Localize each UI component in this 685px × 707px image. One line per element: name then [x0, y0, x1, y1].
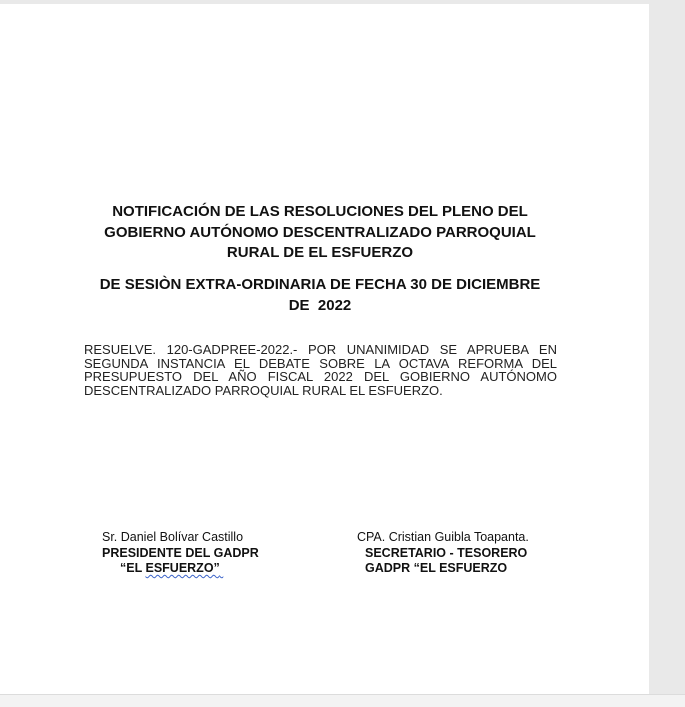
signer-organization: GADPR “EL ESFUERZO	[365, 561, 508, 575]
title-line: GOBIERNO AUTÓNOMO DESCENTRALIZADO PARROQUIAL	[104, 223, 536, 241]
document-page	[0, 4, 649, 694]
spellcheck-flagged-word: ESFUERZO”	[145, 561, 220, 575]
signature-block-president	[102, 530, 259, 577]
signer-role: PRESIDENTE DEL GADPR	[102, 545, 259, 560]
signature-block-secretary	[357, 530, 529, 577]
document-title	[82, 202, 558, 264]
signer-name: Sr. Daniel Bolívar Castillo	[102, 530, 244, 544]
resolution-paragraph: RESUELVE. 120-GADPREE-2022.- POR UNANIMIDAD SE APRUEBA EN SEGUNDA INSTANCIA EL DEBATE SOBRE LA OCTAVA REFORMA DEL PRESUPUESTO DEL AÑO FISCAL 2022 DEL GOBIERNO AUTÓNOMO DESCENTRALIZADO PARROQUIAL RURAL EL ESFUERZO.	[84, 342, 557, 399]
org-trail	[220, 561, 223, 575]
title-line: RURAL DE EL ESFUERZO	[226, 244, 414, 261]
session-heading	[82, 275, 558, 316]
horizontal-scrollbar[interactable]	[0, 694, 685, 707]
session-line: DE 2022	[288, 296, 352, 314]
signer-organization	[102, 561, 259, 577]
session-line: DE SESIÒN EXTRA-ORDINARIA DE FECHA 30 DE DICIEMBRE	[99, 276, 541, 293]
title-line: NOTIFICACIÓN DE LAS RESOLUCIONES DEL PLENO DEL	[112, 203, 528, 220]
org-prefix: “EL	[120, 561, 146, 575]
signer-role: SECRETARIO - TESORERO	[365, 545, 528, 560]
signer-name: CPA. Cristian Guibla Toapanta.	[357, 530, 529, 544]
